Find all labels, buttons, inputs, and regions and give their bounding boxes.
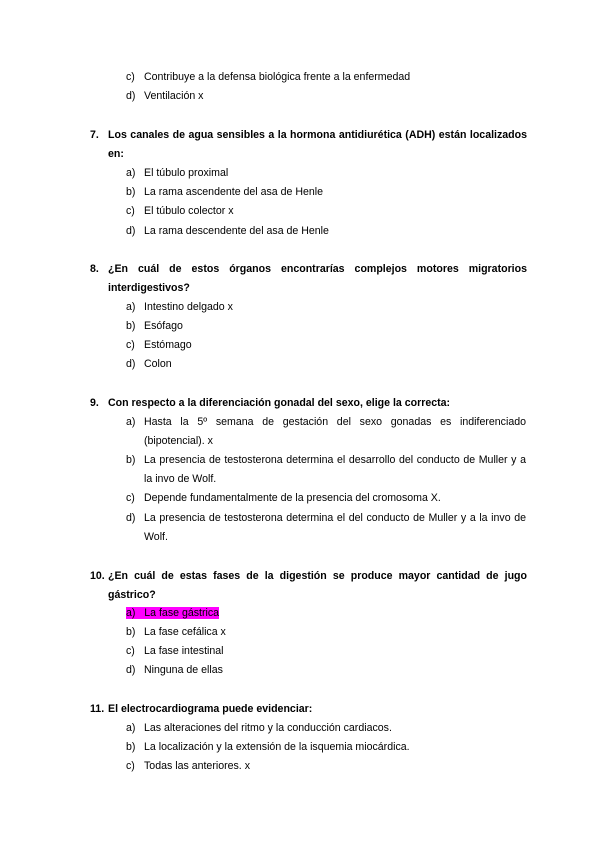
option-text: Hasta la 5º semana de gestación del sexo gonadas es indiferenciado (bipotencial). x (144, 416, 526, 447)
q7-option-c (126, 202, 526, 221)
option-letter: d) (126, 512, 136, 524)
option-text: Contribuye a la defensa biológica frente a la enfermedad (144, 71, 411, 83)
option-letter: d) (126, 664, 136, 676)
question-number: 8. (90, 263, 99, 275)
option-text: La presencia de testosterona determina el del conducto de Muller y a la invo de Wolf. (144, 512, 526, 543)
option-text: Esófago (144, 320, 183, 332)
option-letter: d) (126, 90, 136, 102)
q9-option-d (126, 509, 526, 547)
q10-option-b (126, 623, 526, 642)
q7-option-d (126, 222, 526, 241)
option-text: La rama ascendente del asa de Henle (144, 186, 324, 198)
question-text: Con respecto a la diferenciación gonadal del sexo, elige la correcta: (108, 397, 451, 409)
option-text: Intestino delgado x (144, 301, 233, 313)
option-letter: c) (126, 71, 135, 83)
q9-option-a (126, 413, 526, 451)
option-text: Depende fundamentalmente de la presencia del cromosoma X. (144, 492, 441, 504)
option-letter: d) (126, 225, 136, 237)
option-text: La rama descendente del asa de Henle (144, 225, 329, 237)
option-text: Todas las anteriores. x (144, 760, 250, 772)
option-letter: b) (126, 454, 136, 466)
q8-option-c (126, 336, 526, 355)
highlighted-answer (126, 607, 219, 619)
question-7 (90, 126, 527, 164)
question-9 (90, 394, 527, 413)
option-text: La fase gástrica (144, 607, 220, 619)
question-text: ¿En cuál de estas fases de la digestión se produce mayor cantidad de jugo gástrico? (108, 570, 527, 601)
option-letter: a) (126, 416, 136, 428)
option-letter: b) (126, 186, 136, 198)
option-letter: c) (126, 760, 135, 772)
option-text: La localización y la extensión de la isquemia miocárdica. (144, 741, 410, 753)
question-10 (90, 567, 527, 605)
option-text: Estómago (144, 339, 192, 351)
question-number: 10. (90, 570, 105, 582)
question-number: 11. (90, 703, 105, 715)
option-letter: c) (126, 205, 135, 217)
q11-option-a (126, 719, 526, 738)
q10-option-d (126, 661, 526, 680)
question-text: ¿En cuál de estos órganos encontrarías complejos motores migratorios interdigestivos? (108, 263, 527, 294)
option-text: La fase cefálica x (144, 626, 226, 638)
question-11 (90, 700, 527, 719)
question-8 (90, 260, 527, 298)
question-number: 9. (90, 397, 99, 409)
option-text: Ninguna de ellas (144, 664, 223, 676)
option-letter: b) (126, 741, 136, 753)
q7-option-a (126, 164, 526, 183)
q9-option-c (126, 489, 526, 508)
option-letter: c) (126, 492, 135, 504)
option-letter: c) (126, 645, 135, 657)
q10-option-c (126, 642, 526, 661)
q7-option-b (126, 183, 526, 202)
option-text: La presencia de testosterona determina el desarrollo del conducto de Muller y a la invo de Wolf. (144, 454, 526, 485)
option-letter: c) (126, 339, 135, 351)
question-number: 7. (90, 129, 99, 141)
option-text: Las alteraciones del ritmo y la conducción cardiacos. (144, 722, 392, 734)
q8-option-a (126, 298, 526, 317)
q8-option-b (126, 317, 526, 336)
option-letter: a) (126, 607, 136, 619)
option-letter: a) (126, 722, 136, 734)
option-text: El túbulo colector x (144, 205, 234, 217)
option-letter: a) (126, 301, 136, 313)
option-prev-d (126, 87, 526, 106)
option-text: La fase intestinal (144, 645, 224, 657)
option-letter: a) (126, 167, 136, 179)
q10-option-a (126, 604, 526, 623)
option-text: El túbulo proximal (144, 167, 229, 179)
option-prev-c (126, 68, 526, 87)
option-letter: b) (126, 320, 136, 332)
q11-option-b (126, 738, 526, 757)
q9-option-b (126, 451, 526, 489)
question-text: Los canales de agua sensibles a la hormona antidiurética (ADH) están localizados en: (108, 129, 527, 160)
option-letter: d) (126, 358, 136, 370)
q8-option-d (126, 355, 526, 374)
option-text: Colon (144, 358, 172, 370)
question-text: El electrocardiograma puede evidenciar: (108, 703, 313, 715)
option-letter: b) (126, 626, 136, 638)
q11-option-c (126, 757, 526, 776)
option-text: Ventilación x (144, 90, 204, 102)
